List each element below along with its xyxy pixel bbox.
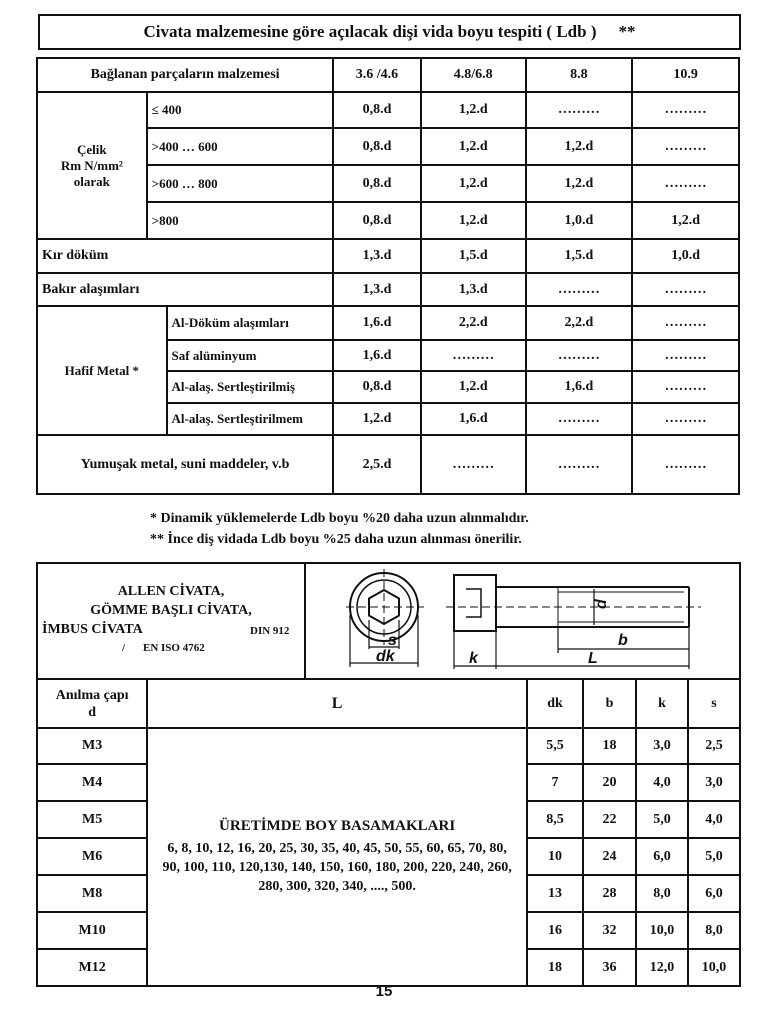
size-cell: M5 [37,801,147,838]
row-label: Bakır alaşımları [37,273,333,306]
size-cell: M6 [37,838,147,875]
cell: ……… [526,92,633,128]
cell: 1,6.d [333,340,421,371]
table-row [37,728,740,764]
size-cell: M3 [37,728,147,764]
col-header-d [37,679,147,728]
cell: ……… [632,165,739,202]
cell: 7 [527,764,583,801]
light-metal-label: Hafif Metal * [37,306,167,435]
table-row [37,435,739,494]
cell: 13 [527,875,583,912]
cell: ……… [421,435,526,494]
cell: 6,0 [636,838,688,875]
bolt-diagram-cell [305,563,740,679]
table2-header-row [37,563,740,679]
cell: ……… [632,371,739,403]
cell: 5,5 [527,728,583,764]
iso-row [38,639,304,655]
page-number: 15 [375,983,393,1000]
cell: 1,3.d [333,239,421,273]
size-cell: M4 [37,764,147,801]
col-header-L: L [147,679,527,728]
cell: 8,5 [527,801,583,838]
cell: ……… [632,340,739,371]
row-label: Yumuşak metal, suni maddeler, v.b [37,435,333,494]
cell: 0,8.d [333,165,421,202]
col-header-k: k [636,679,688,728]
table2-col-header-row [37,679,740,728]
col-header-d-line: Anılma çapı [55,687,129,703]
cell: 20 [583,764,636,801]
header-class: 4.8/6.8 [421,58,526,92]
steel-group-label [37,92,147,239]
cell: 10,0 [636,912,688,949]
label-d: d [592,599,610,609]
table1-title-stars: ** [618,22,636,41]
label-b: b [617,632,628,649]
bolt-title-cell [37,563,305,679]
cell: 0,8.d [333,128,421,165]
cell: 12,0 [636,949,688,986]
table1-title: Civata malzemesine göre açılacak dişi vida boyu tespiti ( Ldb ) [143,22,597,41]
col-header-s: s [688,679,740,728]
cell: 1,3.d [421,273,526,306]
table-row [37,92,739,128]
bolt-title-line: İMBUS CİVATA [42,622,143,637]
sub-label: >800 [147,202,333,239]
cell: 6,0 [688,875,740,912]
thread-length-table [36,57,740,495]
cell: ……… [421,340,526,371]
table-row [37,273,739,306]
cell: 5,0 [636,801,688,838]
sub-label: ≤ 400 [147,92,333,128]
steel-label-line: Rm N/mm² [60,157,123,173]
col-header-b: b [583,679,636,728]
length-steps-cell [147,728,527,986]
footnote-fine-thread: ** İnce diş vidada Ldb boyu %25 daha uzun alınması önerilir. [150,532,522,547]
cell: 1,6.d [526,371,633,403]
cell: 1,2.d [526,128,633,165]
cell: ……… [526,273,633,306]
cell: ……… [632,403,739,435]
cell: ……… [632,92,739,128]
bolt-title-line3-row [38,620,304,639]
steel-label-line: Çelik [77,141,107,157]
cell: 2,2.d [421,306,526,340]
table1-title-box [38,14,741,50]
label-s: s [387,632,397,649]
cell: 4,0 [688,801,740,838]
header-class: 10.9 [632,58,739,92]
cell: 36 [583,949,636,986]
cell: 1,6.d [333,306,421,340]
table1-header-row [37,58,739,92]
cell: 18 [527,949,583,986]
cell: 0,8.d [333,371,421,403]
cell: 1,0.d [526,202,633,239]
cell: 16 [527,912,583,949]
steps-text: 6, 8, 10, 12, 16, 20, 25, 30, 35, 40, 45, 50, 55, 60, 65, 70, 80, 90, 100, 110, 120,130, 140, 150, 160, 180, 200, 220, 240, 260, 280, 300, 320, 340, ...., 500. [162,841,512,894]
sub-label: >400 … 600 [147,128,333,165]
cell: 1,0.d [632,239,739,273]
cell: 3,0 [636,728,688,764]
cell: 5,0 [688,838,740,875]
cell: 1,2.d [421,165,526,202]
label-L: L [587,650,598,667]
steps-title: ÜRETİMDE BOY BASAMAKLARI [219,818,456,834]
header-class: 3.6 /4.6 [333,58,421,92]
sub-label: Al-Döküm alaşımları [167,306,334,340]
cell: 18 [583,728,636,764]
cell: 0,8.d [333,202,421,239]
sub-label: Al-alaş. Sertleştirilmiş [167,371,334,403]
cell: 32 [583,912,636,949]
cell: ……… [526,403,633,435]
bolt-title-line: GÖMME BAŞLI CİVATA, [90,603,252,618]
cell: 1,2.d [421,92,526,128]
steel-label-line: olarak [73,173,110,189]
cell: 2,2.d [526,306,633,340]
table-row [37,239,739,273]
cell: 10 [527,838,583,875]
cell: 10,0 [688,949,740,986]
cell: 8,0 [636,875,688,912]
footnotes [150,508,670,550]
cell: 1,2.d [632,202,739,239]
cell: 1,3.d [333,273,421,306]
sub-label: Al-alaş. Sertleştirilmem [167,403,334,435]
cell: 1,5.d [526,239,633,273]
sub-label: >600 … 800 [147,165,333,202]
header-material: Bağlanan parçaların malzemesi [37,58,333,92]
cell: 3,0 [688,764,740,801]
cell: ……… [632,128,739,165]
header-class: 8.8 [526,58,633,92]
cell: 2,5 [688,728,740,764]
cell: 28 [583,875,636,912]
size-cell: M8 [37,875,147,912]
cell: 2,5.d [333,435,421,494]
size-cell: M10 [37,912,147,949]
col-header-dk: dk [527,679,583,728]
cell: 4,0 [636,764,688,801]
col-header-d-line: d [88,704,97,720]
cell: 1,2.d [421,202,526,239]
iso-slash: / [122,642,126,654]
din-label: DIN 912 [250,625,290,637]
cell: ……… [632,273,739,306]
cell: 22 [583,801,636,838]
cell: ……… [526,340,633,371]
cell: 24 [583,838,636,875]
cell: 8,0 [688,912,740,949]
cell: 1,2.d [421,128,526,165]
cell: ……… [526,435,633,494]
bolt-drawing [306,565,739,677]
cell: 1,6.d [421,403,526,435]
label-dk: dk [375,648,395,665]
cell: 1,2.d [526,165,633,202]
iso-label: EN ISO 4762 [143,642,205,654]
cell: ……… [632,306,739,340]
size-cell: M12 [37,949,147,986]
bolt-head-side [454,575,496,631]
cell: ……… [632,435,739,494]
cell: 1,2.d [421,371,526,403]
footnote-dynamic: * Dinamik yüklemelerde Ldb boyu %20 daha uzun alınmalıdır. [150,511,529,526]
socket-outline [466,589,481,617]
bolt-title-line: ALLEN CİVATA, [117,584,225,599]
cell: 1,5.d [421,239,526,273]
label-k: k [468,650,478,667]
cell: 0,8.d [333,92,421,128]
row-label: Kır döküm [37,239,333,273]
allen-bolt-table [36,562,741,987]
table-row [37,306,739,340]
sub-label: Saf alüminyum [167,340,334,371]
cell: 1,2.d [333,403,421,435]
